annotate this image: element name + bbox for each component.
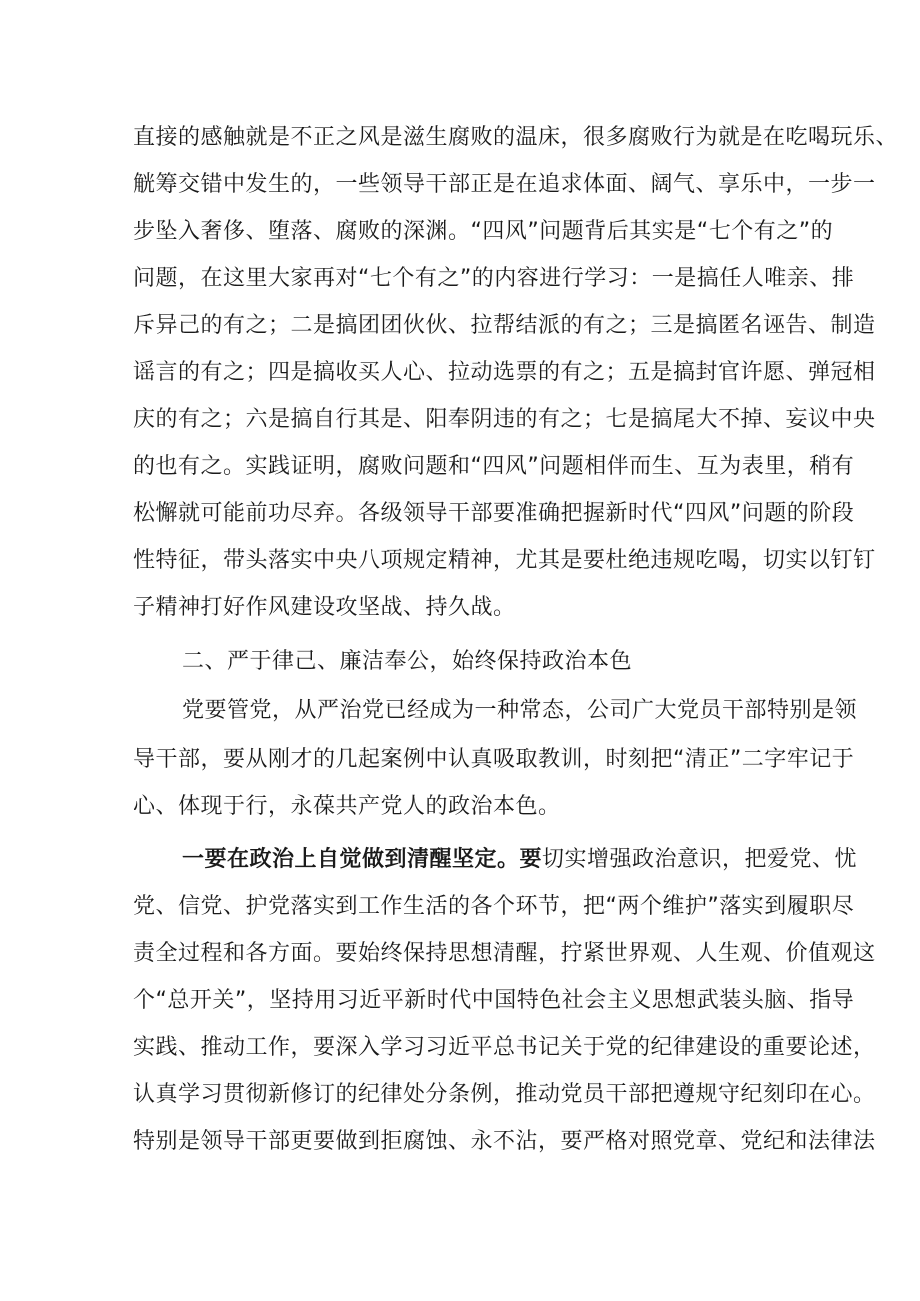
point-line	[182, 840, 858, 880]
body-text-line: 责全过程和各方面。要始终保持思想清醒，拧紧世界观、人生观、价值观这	[133, 941, 876, 966]
body-text-line: 问题，在这里大家再对“七个有之”的内容进行学习：一是搞任人唯亲、排	[133, 266, 855, 291]
point-text: 切实增强政治意识，把爱党、忧	[542, 847, 858, 872]
body-text-line: 子精神打好作风建设攻坚战、持久战。	[133, 595, 516, 620]
body-text-line: 党要管党，从严治党已经成为一种常态，公司广大党员干部特别是领	[182, 698, 858, 723]
body-text-line: 党、信党、护党落实到工作生活的各个环节，把“两个维护”落实到履职尽	[133, 894, 855, 919]
body-text-line: 斥异己的有之；二是搞团团伙伙、拉帮结派的有之；三是搞匿名诬告、制造	[133, 313, 876, 338]
body-text-line: 导干部，要从刚才的几起案例中认真吸取教训，时刻把“清正”二字牢记于	[133, 747, 855, 772]
body-text-line: 个“总开关”，坚持用习近平新时代中国特色社会主义思想武装头脑、指导	[133, 988, 855, 1013]
section-heading: 二、严于律己、廉洁奉公，始终保持政治本色	[182, 649, 633, 674]
body-text-line: 谣言的有之；四是搞收买人心、拉动选票的有之；五是搞封官许愿、弹冠相	[133, 360, 876, 385]
body-text-line: 觥筹交错中发生的，一些领导干部正是在追求体面、阔气、享乐中，一步一	[133, 172, 876, 197]
body-text-line: 直接的感触就是不正之风是滋生腐败的温床，很多腐败行为就是在吃喝玩乐、	[133, 125, 899, 150]
body-text-line: 松懈就可能前功尽弃。各级领导干部要准确把握新时代“四风”问题的阶段	[133, 501, 855, 526]
body-text-line: 的也有之。实践证明，腐败问题和“四风”问题相伴而生、互为表里，稍有	[133, 454, 855, 479]
body-text-line: 实践、推动工作，要深入学习习近平总书记关于党的纪律建设的重要论述，	[133, 1035, 876, 1060]
body-text-line: 庆的有之；六是搞自行其是、阳奉阴违的有之；七是搞尾大不掉、妄议中央	[133, 407, 876, 432]
body-text-line: 认真学习贯彻新修订的纪律处分条例，推动党员干部把遵规守纪刻印在心。	[133, 1082, 876, 1107]
body-text-line: 特别是领导干部更要做到拒腐蚀、永不沾，要严格对照党章、党纪和法律法	[133, 1129, 876, 1154]
body-text-line: 心、体现于行，永葆共产党人的政治本色。	[133, 794, 561, 819]
body-text-line: 步坠入奢侈、堕落、腐败的深渊。“四风”问题背后其实是“七个有之”的	[133, 219, 834, 244]
body-text-line: 性特征，带头落实中央八项规定精神，尤其是要杜绝违规吃喝，切实以钉钉	[133, 548, 876, 573]
point-heading-bold: 一要在政治上自觉做到清醒坚定。要	[182, 847, 543, 872]
